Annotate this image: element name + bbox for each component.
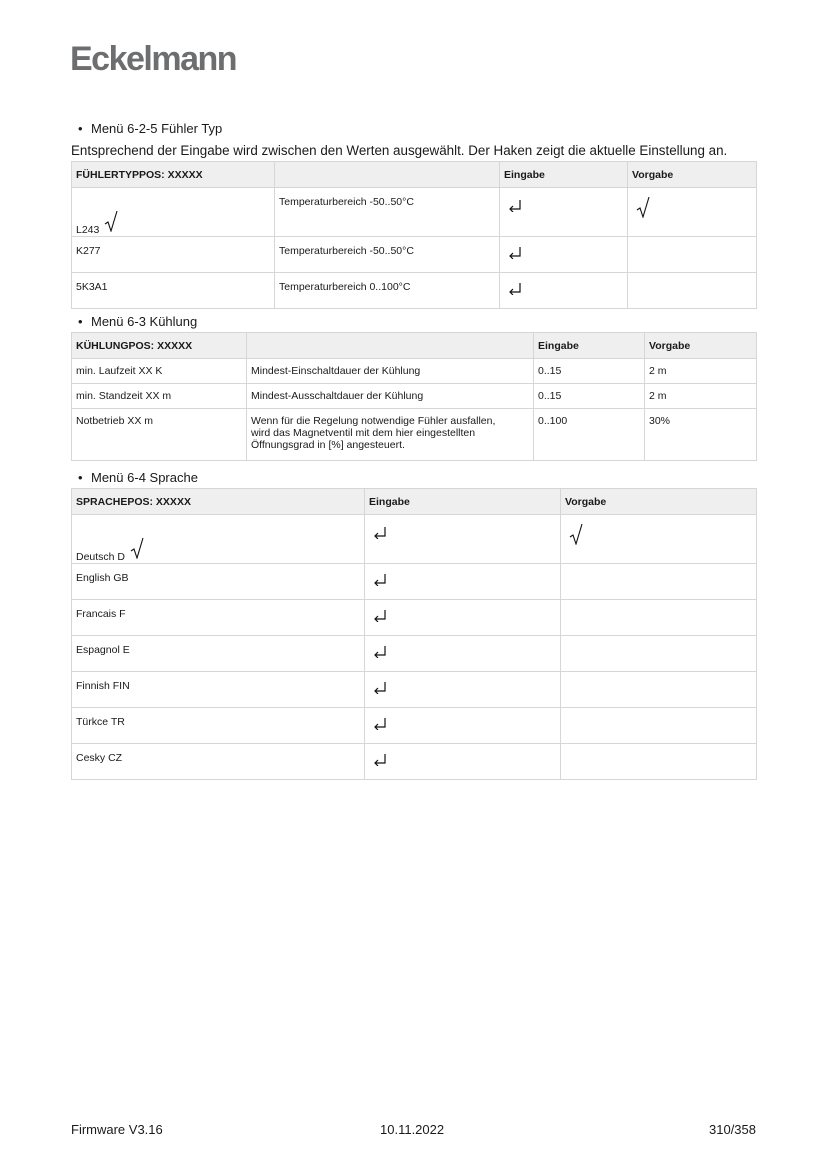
default-cell xyxy=(561,636,757,672)
language-name-cell: Deutsch D xyxy=(72,515,365,564)
language-name-cell: Espagnol E xyxy=(72,636,365,672)
header-cell: FÜHLERTYPPOS: XXXXX xyxy=(72,162,275,188)
table-row xyxy=(72,672,757,708)
table-row xyxy=(72,600,757,636)
table-row xyxy=(72,359,757,384)
sensor-name-cell: 5K3A1 xyxy=(72,273,275,309)
section-title-kuehlung: • Menü 6-3 Kühlung xyxy=(78,314,198,329)
enter-icon[interactable] xyxy=(373,718,387,730)
intro-text: Entsprechend der Eingabe wird zwischen den Werten ausgewählt. Der Haken zeigt die aktuelle Einstellung an. xyxy=(71,143,728,158)
enter-icon[interactable] xyxy=(373,574,387,586)
bullet: • xyxy=(78,470,83,485)
table-row xyxy=(72,636,757,672)
table-row xyxy=(72,744,757,780)
enter-icon[interactable] xyxy=(508,283,522,295)
kuehlung-table xyxy=(71,332,757,461)
table-row xyxy=(72,564,757,600)
checkmark-icon xyxy=(104,210,118,232)
enter-cell[interactable] xyxy=(500,237,628,273)
enter-icon[interactable] xyxy=(508,200,522,212)
description-line: wird das Magnetventil mit dem hier eingestellten xyxy=(251,427,476,439)
table-row xyxy=(72,708,757,744)
default-checkmark-icon xyxy=(569,523,583,545)
enter-icon[interactable] xyxy=(373,527,387,539)
header-cell: Vorgabe xyxy=(645,333,757,359)
header-cell: Vorgabe xyxy=(561,489,757,515)
section-title-sprache: • Menü 6-4 Sprache xyxy=(78,470,198,485)
table-header-row xyxy=(72,333,757,359)
checkmark-icon xyxy=(130,537,144,559)
param-name-cell: min. Laufzeit XX K xyxy=(72,359,247,384)
default-cell xyxy=(628,237,757,273)
default-checkmark-icon xyxy=(636,196,650,218)
language-name-cell: Finnish FIN xyxy=(72,672,365,708)
enter-cell[interactable] xyxy=(500,273,628,309)
description-cell: Mindest-Ausschaltdauer der Kühlung xyxy=(247,384,534,409)
footer-firmware: Firmware V3.16 xyxy=(71,1122,163,1137)
default-cell xyxy=(628,188,757,237)
enter-icon[interactable] xyxy=(373,610,387,622)
header-cell: SPRACHEPOS: XXXXX xyxy=(72,489,365,515)
sensor-name-cell: K277 xyxy=(72,237,275,273)
default-cell: 2 m xyxy=(645,359,757,384)
default-cell xyxy=(561,515,757,564)
enter-cell[interactable] xyxy=(365,672,561,708)
table-row xyxy=(72,188,757,237)
table-row xyxy=(72,409,757,461)
default-cell xyxy=(561,600,757,636)
header-cell: Eingabe xyxy=(534,333,645,359)
sprache-table xyxy=(71,488,757,780)
description-line: Wenn für die Regelung notwendige Fühler ausfallen, xyxy=(251,415,496,427)
fuehler-typ-table xyxy=(71,161,757,309)
language-name-cell: English GB xyxy=(72,564,365,600)
default-cell: 2 m xyxy=(645,384,757,409)
header-cell: Eingabe xyxy=(365,489,561,515)
header-cell: Eingabe xyxy=(500,162,628,188)
description-cell: Temperaturbereich -50..50°C xyxy=(275,188,500,237)
default-cell xyxy=(561,564,757,600)
enter-cell[interactable] xyxy=(365,708,561,744)
table-row xyxy=(72,515,757,564)
default-cell xyxy=(561,672,757,708)
sensor-name-cell: L243 xyxy=(72,188,275,237)
header-cell: Vorgabe xyxy=(628,162,757,188)
header-cell xyxy=(275,162,500,188)
enter-cell[interactable] xyxy=(500,188,628,237)
default-cell xyxy=(561,708,757,744)
default-cell xyxy=(628,273,757,309)
default-cell: 30% xyxy=(645,409,757,461)
param-name-cell: min. Standzeit XX m xyxy=(72,384,247,409)
param-name-cell: Notbetrieb XX m xyxy=(72,409,247,461)
description-cell: Mindest-Einschaltdauer der Kühlung xyxy=(247,359,534,384)
language-name-cell: Francais F xyxy=(72,600,365,636)
section-title-fuehler-typ: • Menü 6-2-5 Fühler Typ xyxy=(78,121,223,136)
enter-cell[interactable] xyxy=(365,636,561,672)
enter-cell[interactable] xyxy=(365,744,561,780)
table-header-row xyxy=(72,489,757,515)
bullet: • xyxy=(78,121,83,136)
language-name-cell: Cesky CZ xyxy=(72,744,365,780)
footer-page-number: 310/358 xyxy=(709,1122,756,1137)
description-cell: Temperaturbereich 0..100°C xyxy=(275,273,500,309)
header-cell: KÜHLUNGPOS: XXXXX xyxy=(72,333,247,359)
table-header-row xyxy=(72,162,757,188)
table-row xyxy=(72,384,757,409)
footer-date: 10.11.2022 xyxy=(380,1122,445,1137)
company-logo: Eckelmann xyxy=(70,40,237,78)
input-range-cell: 0..15 xyxy=(534,359,645,384)
enter-icon[interactable] xyxy=(373,754,387,766)
input-range-cell: 0..15 xyxy=(534,384,645,409)
enter-cell[interactable] xyxy=(365,600,561,636)
enter-icon[interactable] xyxy=(508,247,522,259)
table-row xyxy=(72,273,757,309)
header-cell xyxy=(247,333,534,359)
description-cell xyxy=(247,409,534,461)
language-name-cell: Türkce TR xyxy=(72,708,365,744)
enter-icon[interactable] xyxy=(373,646,387,658)
default-cell xyxy=(561,744,757,780)
input-range-cell: 0..100 xyxy=(534,409,645,461)
enter-icon[interactable] xyxy=(373,682,387,694)
bullet: • xyxy=(78,314,83,329)
table-row xyxy=(72,237,757,273)
enter-cell[interactable] xyxy=(365,515,561,564)
description-cell: Temperaturbereich -50..50°C xyxy=(275,237,500,273)
description-line: Öffnungsgrad in [%] angesteuert. xyxy=(251,439,405,451)
enter-cell[interactable] xyxy=(365,564,561,600)
